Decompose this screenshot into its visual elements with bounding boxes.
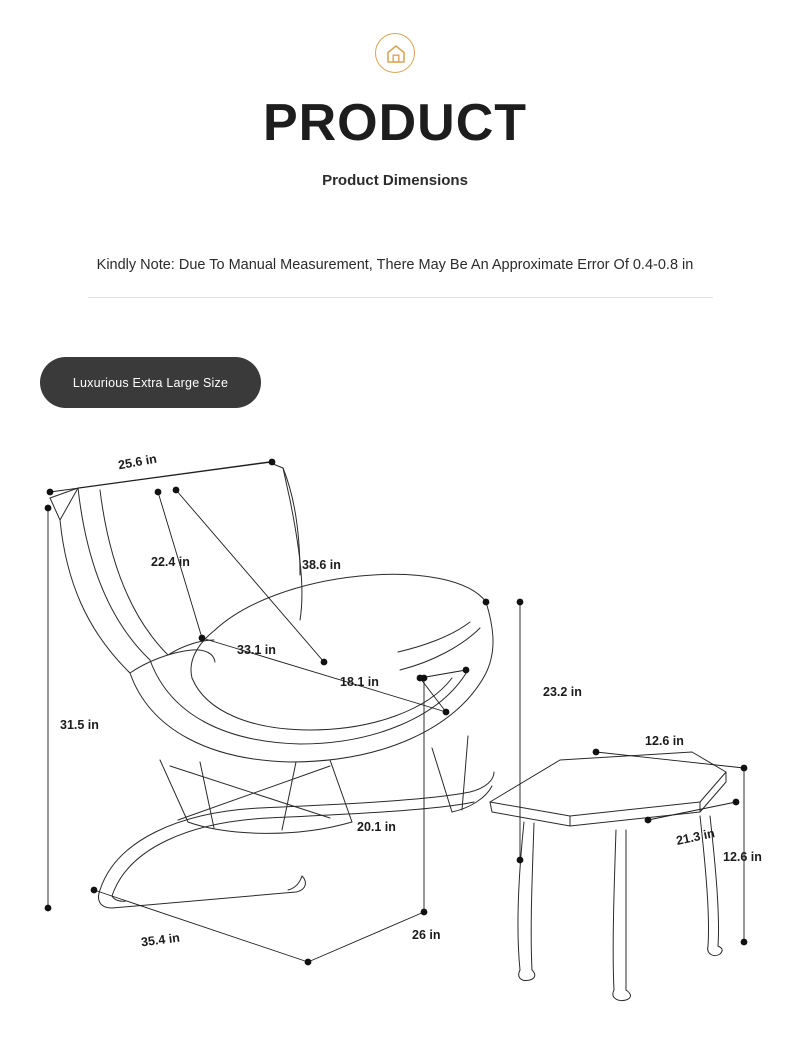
- page-subtitle: Product Dimensions: [322, 172, 468, 189]
- dim-label-side-depth: 26 in: [412, 928, 441, 942]
- size-badge: Luxurious Extra Large Size: [40, 357, 261, 408]
- dim-label-table-top-width: 12.6 in: [645, 734, 684, 748]
- dim-label-table-height: 12.6 in: [723, 850, 762, 864]
- dimension-diagram: [0, 430, 790, 1030]
- page-title: PRODUCT: [262, 94, 528, 152]
- logo: [0, 33, 790, 78]
- measurement-note: Kindly Note: Due To Manual Measurement, There May Be An Approximate Error Of 0.4-0.8 in: [96, 257, 694, 273]
- dim-label-back-width: 22.4 in: [151, 555, 190, 569]
- dim-label-back-height: 38.6 in: [302, 558, 341, 572]
- dim-label-rocker-length: 35.4 in: [140, 930, 181, 950]
- dim-label-overall-height: 31.5 in: [60, 718, 99, 732]
- dim-label-seat-depth: 18.1 in: [340, 675, 379, 689]
- home-icon: [375, 33, 415, 73]
- dim-label-top-depth: 25.6 in: [117, 451, 158, 473]
- diagram-svg: [0, 430, 790, 1030]
- dim-label-base-width: 20.1 in: [357, 820, 396, 834]
- divider: [88, 297, 713, 298]
- dim-label-seat-diagonal: 33.1 in: [237, 643, 276, 657]
- dim-label-seat-height: 23.2 in: [543, 685, 582, 699]
- dim-label-table-top-depth: 21.3 in: [674, 826, 716, 848]
